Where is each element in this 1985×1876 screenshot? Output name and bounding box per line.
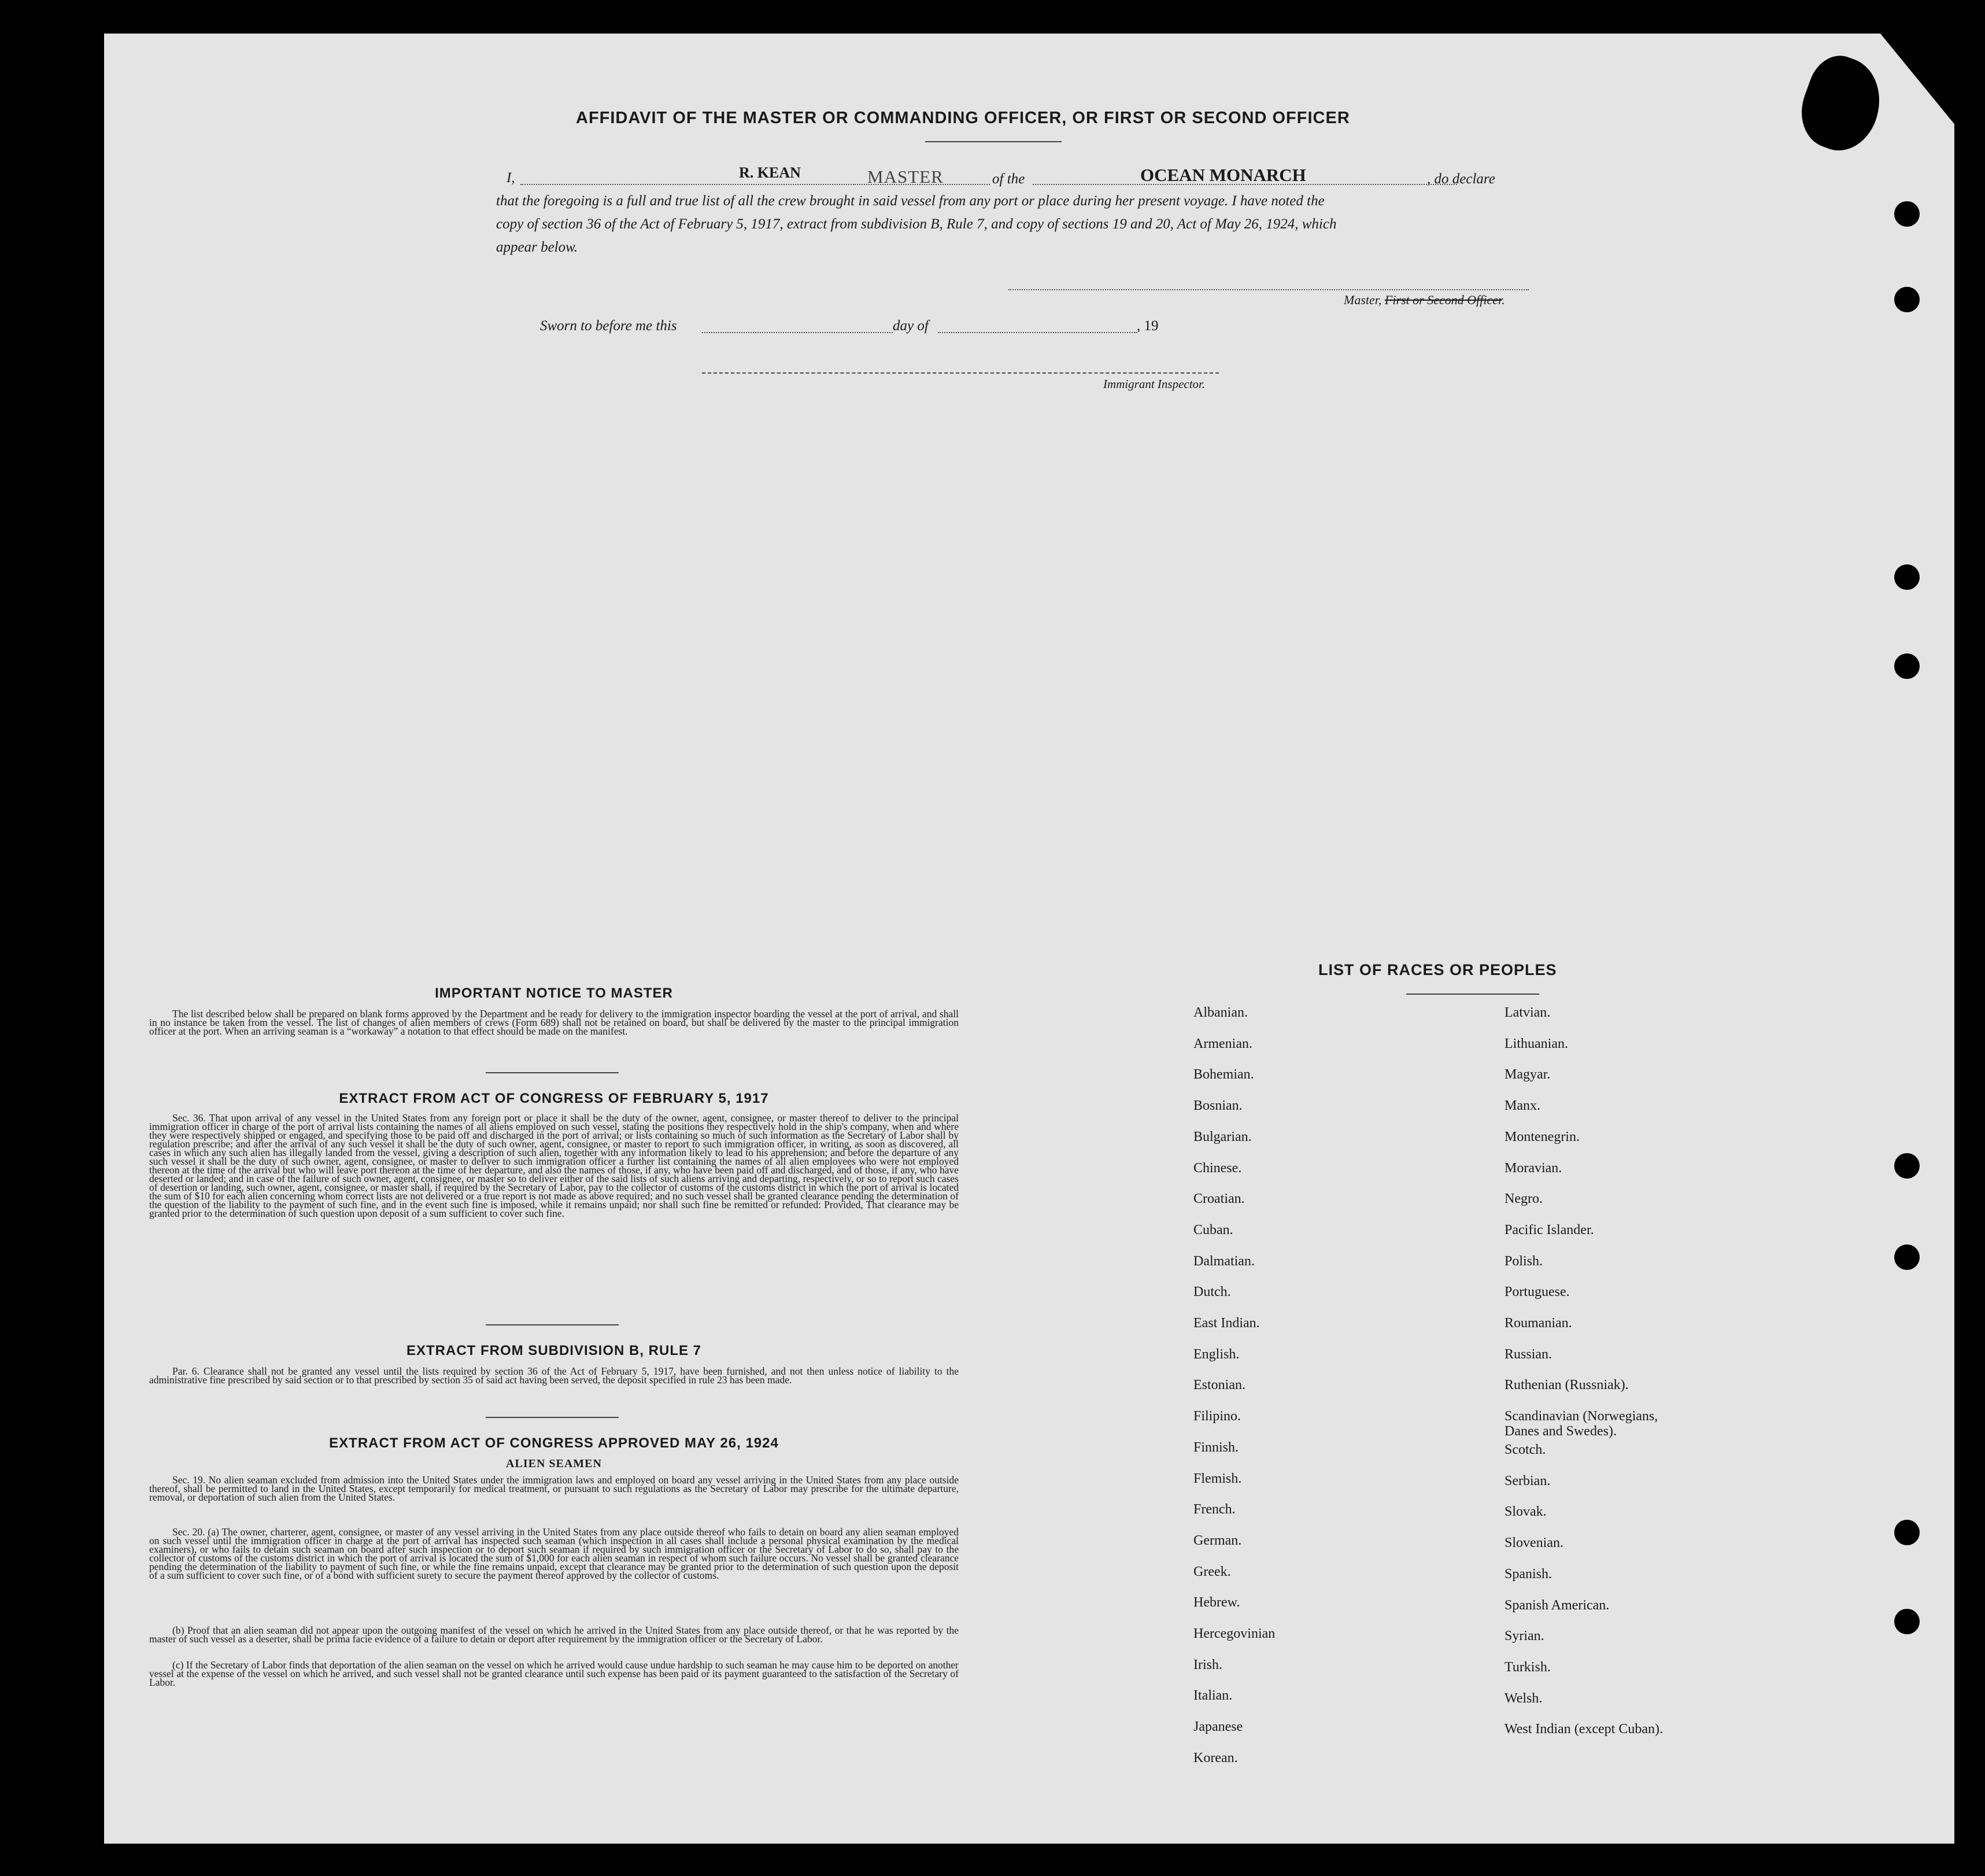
divider [925,141,1062,142]
year-label: , 19 [1137,318,1159,334]
race-item: Spanish. [1505,1566,1552,1582]
affidavit-line-2: copy of section 36 of the Act of February 5, 1917, extract from subdivision B, Rule 7, and copy of sections 19 and 20, Act of May 26, 1924, which [496,216,1337,232]
sec19-text: Sec. 19. No alien seaman excluded from admission into the United States under the immigration laws and employed on board any vessel arriving in the United States from any place outside thereof, shall be permitted to land in the United States, except temporarily for medical treatment, or pursuant to such regulations as the Secretary of Labor may prescribe for the ultimate departure, removal, or deportation of such alien from the United States. [149,1474,959,1503]
race-item: Spanish American. [1505,1597,1610,1613]
race-item: Polish. [1505,1253,1543,1269]
race-item: Scotch. [1505,1442,1546,1458]
divider [486,1324,619,1325]
signature-caption: Master, First or Second Officer. [1344,293,1505,307]
race-item: Estonian. [1193,1378,1245,1393]
sworn-day-line [702,332,893,333]
punch-hole [1894,1244,1920,1270]
race-item: Cuban. [1193,1222,1233,1238]
race-item: Korean. [1193,1750,1238,1766]
day-of-label: day of [893,318,929,334]
rule7-text: Par. 6. Clearance shall not be granted any vessel until the lists required by section 36 of the Act of February 5, 1917, have been furnished, and not then unless notice of liability to the administrative fine prescribed by said section or to that prescribed by section 35 of said act having been served, the deposit specified in rule 23 has been made. [149,1365,959,1386]
punch-hole [1894,1609,1920,1634]
race-item: Irish. [1193,1657,1222,1672]
race-item: Filipino. [1193,1409,1241,1424]
race-item: Latvian. [1505,1005,1551,1020]
sec20c-text: (c) If the Secretary of Labor finds that deportation of the alien seaman on the vessel on which he arrived would cause undue hardship to such seaman he may cause him to be deported on another vessel at the expense of the vessel on which he arrived, and such vessel shall not be granted clearance until such expense has been paid or its payment guaranteed to the satisfaction of the Secretary of Labor. [149,1659,959,1688]
signature-line [1008,289,1529,290]
master-name: R. KEAN [739,164,801,181]
race-item: Bohemian. [1193,1067,1254,1083]
affidavit-title: AFFIDAVIT OF THE MASTER OR COMMANDING OFFICER, OR FIRST OR SECOND OFFICER [576,109,1350,127]
sworn-month-line [938,332,1137,333]
punch-hole [1894,287,1920,312]
race-item: Pacific Islander. [1505,1222,1594,1238]
race-item: German. [1193,1532,1242,1548]
divider [486,1417,619,1418]
race-item: Slovenian. [1505,1535,1563,1551]
race-item: Albanian. [1193,1005,1248,1020]
race-item: Japanese [1193,1719,1243,1735]
race-item: Syrian. [1505,1628,1544,1644]
race-item: Flemish. [1193,1471,1242,1486]
divider [1406,994,1539,995]
race-item: Magyar. [1505,1067,1551,1083]
punch-hole [1894,653,1920,679]
race-item: English. [1193,1346,1240,1362]
race-item: Slovak. [1505,1504,1547,1520]
race-item: Hercegovinian [1193,1626,1276,1641]
race-item: Russian. [1505,1346,1552,1362]
race-item: Dutch. [1193,1284,1231,1300]
affidavit-line-3: appear below. [496,239,578,255]
race-item: Croatian. [1193,1191,1245,1207]
race-item: Bulgarian. [1193,1129,1252,1144]
races-title: LIST OF RACES OR PEOPLES [1318,961,1557,978]
race-item: Bosnian. [1193,1098,1243,1114]
sworn-label: Sworn to before me this [540,318,677,334]
race-item: Finnish. [1193,1439,1239,1455]
inspector-caption: Immigrant Inspector. [1103,377,1206,391]
race-item: Roumanian. [1505,1316,1572,1331]
do-declare-label: , do declare [1427,171,1495,187]
affidavit-prefix: I, [507,170,515,186]
race-item: Welsh. [1505,1690,1543,1706]
extract-1917-text: Sec. 36. That upon arrival of any vessel in the United States from any foreign port or place it shall be the duty of the owner, agent, consignee, or master thereof to deliver to the principal immigration officer in charge of the port of arrival lists containing the names of all aliens employed on such vessel, stating the positions they respectively hold in the ship's company, when and where they were respectively shipped or engaged, and specifying those to be paid off and discharged in the port of arrival; or lists containing so much of such information as the Secretary of Labor shall by regulation prescribe; and after the arrival of any such vessel it shall be the duty of such owner, agent, consignee, or master to report to such immigration officer, in writing, as soon as discovered, all cases in which any such alien has illegally landed from the vessel, giving a description of such alien, together with any information likely to lead to his apprehension; and before the departure of any such vessel it shall be the duty of such owner, agent, consignee, or master to deliver to such immigration officer a further list containing the names of all alien employees who were not employed thereon at the time of the arrival but who will leave port thereon at the time of her departure, and also the names of those, if any, who have been paid off and discharged, and of those, if any, who have deserted or landed; and in case of the failure of such owner, agent, consignee, or master so to deliver either of the said lists of such aliens arriving and departing, respectively, or so to report such cases of desertion or landing, such owner, agent, consignee, or master shall, if required by the Secretary of Labor, pay to the collector of customs of the customs district in which the port of arrival is located the sum of $10 for each alien concerning whom correct lists are not delivered or a true report is not made as above required; and no such vessel shall be granted clearance pending the determination of the question of the liability to the payment of such fine, and in the event such fine is imposed, while it remains unpaid; nor shall such fine be remitted or refunded: Provided, That clearance may be granted prior to the determination of such question upon deposit of a sum sufficient to cover such fine. [149,1112,959,1219]
race-item: Chinese. [1193,1160,1242,1176]
race-item: Turkish. [1505,1659,1551,1675]
alien-seamen-subtitle: ALIEN SEAMEN [506,1457,602,1470]
rule7-title: EXTRACT FROM SUBDIVISION B, RULE 7 [406,1343,702,1358]
race-item: Hebrew. [1193,1595,1240,1611]
race-item: Scandinavian (Norwegians, Danes and Swedes). [1505,1409,1658,1439]
punch-hole [1894,564,1920,590]
race-item: Lithuanian. [1505,1036,1568,1051]
race-item: West Indian (except Cuban). [1505,1722,1663,1737]
race-item: Negro. [1505,1191,1543,1207]
sec20a-text: Sec. 20. (a) The owner, charterer, agent, consignee, or master of any vessel arriving in the United States from any place outside thereof who fails to detain on board any alien seaman employed on such vessel until the immigration officer in charge at the port of arrival has inspected such seaman (which inspection in all cases shall include a personal physical examination by the medical examiners), or who fails to detain such seaman on board after such inspection or to deport such seaman if required by such immigration officer or the Secretary of Labor to do so, shall pay to the collector of customs of the customs district in which the port of arrival is located the sum of $1,000 for each alien seaman in respect of whom such failure occurs. No vessel shall be granted clearance pending the determination of the liability to payment of such fine, or while the fine remains unpaid, except that clearance may be granted prior to the determination of such question upon the deposit of a sum sufficient to cover such fine, or of a bond with sufficient surety to secure the payment thereof approved by the collector of customs. [149,1526,959,1581]
race-item: Serbian. [1505,1473,1551,1489]
extract-1917-title: EXTRACT FROM ACT OF CONGRESS OF FEBRUARY 5, 1917 [339,1091,769,1106]
race-item: Moravian. [1505,1160,1562,1176]
inspector-line [702,372,1219,374]
of-the-label: of the [992,171,1025,187]
notice-text: The list described below shall be prepared on blank forms approved by the Department and be ready for delivery to the immigration inspector boarding the vessel at the port of arrival, and shall in no instance be taken from the vessel. The list of changes of alien members of crews (Form 689) shall not be retained on board, but shall be delivered by the master to the principal immigration officer at the port. When an arriving seaman is a “workaway” a notation to that effect should be made on the manifest. [149,1008,959,1037]
vessel-name: OCEAN MONARCH [1140,165,1306,185]
punch-hole [1894,201,1920,227]
punch-hole [1894,1153,1920,1179]
notice-title: IMPORTANT NOTICE TO MASTER [435,985,673,1001]
name-line [520,184,856,185]
race-item: Montenegrin. [1505,1129,1580,1144]
divider [486,1072,619,1073]
race-item: Dalmatian. [1193,1253,1255,1269]
affidavit-line-1: that the foregoing is a full and true list of all the crew brought in said vessel from any port or place during her present voyage. I have noted the [496,193,1325,209]
race-item: Ruthenian (Russniak). [1505,1378,1629,1393]
master-rank: MASTER [867,167,944,187]
race-item: Greek. [1193,1564,1231,1579]
race-item: French. [1193,1502,1236,1517]
race-item: Armenian. [1193,1036,1252,1051]
race-item: Manx. [1505,1098,1540,1114]
punch-hole [1894,1520,1920,1545]
race-item: East Indian. [1193,1316,1260,1331]
extract-1924-title: EXTRACT FROM ACT OF CONGRESS APPROVED MAY 26, 1924 [329,1435,779,1451]
sec20b-text: (b) Proof that an alien seaman did not appear upon the outgoing manifest of the vessel on which he arrived in the United States from any place outside thereof, or that he was reported by the master of such vessel as a deserter, shall be prima facie evidence of a failure to detain or deport after requirement by the immigration officer or the Secretary of Labor. [149,1624,959,1645]
race-item: Italian. [1193,1688,1233,1704]
race-item: Portuguese. [1505,1284,1570,1300]
